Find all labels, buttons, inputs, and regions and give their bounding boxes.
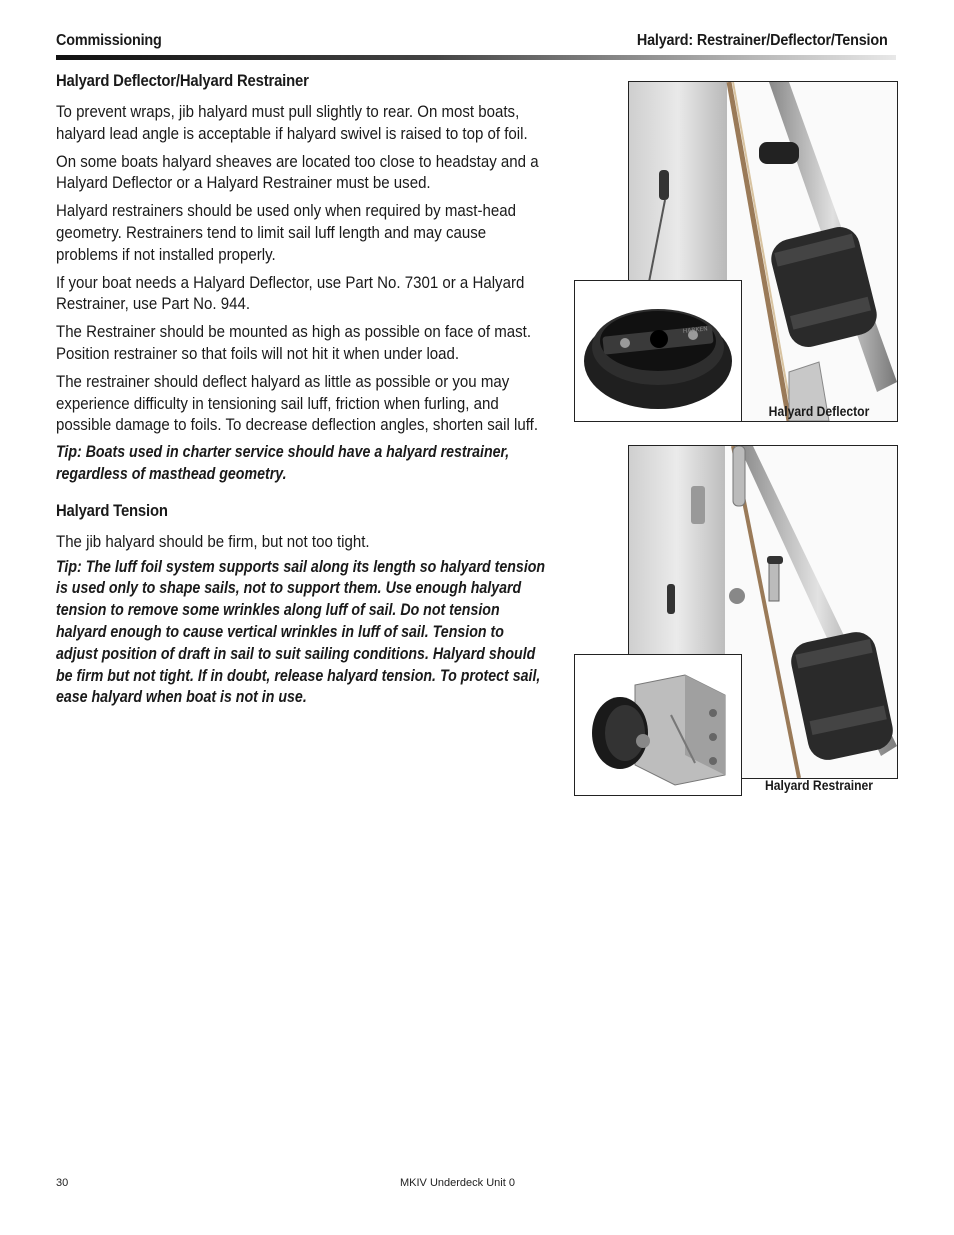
deflector-brand-mark: HARKEN [682,325,709,335]
page-number: 30 [56,1177,69,1189]
paragraph-5: The Restrainer should be mounted as high as possible on face of mast. Position restrainer so that foils will not hit it when under load. [56,322,532,363]
tension-tip: Tip: The luff foil system supports sail along its length so halyard tension is used only to shape sails, not to support them. Use enough halyard tension to remove some wrinkles along luff of sail. Do not tension halyard enough to cause vertical wrinkles in luff of sail. Tension to adjust position of draft in sail to suit sailing conditions. Halyard should be firm but not tight. If in doubt, release halyard tension. To protect sail, ease halyard when boat is not in use. [56,557,546,707]
text-column [56,72,548,709]
header-rule [56,55,896,60]
deflector-heading: Halyard Deflector/Halyard Restrainer [56,72,309,90]
paragraph-2: On some boats halyard sheaves are located too close to headstay and a Halyard Deflector or a Halyard Restrainer must be used. [56,151,539,193]
restrainer-block-illustration [575,655,741,795]
footer-doc-title: MKIV Underdeck Unit 0 [400,1177,515,1189]
header-topic: Halyard: Restrainer/Deflector/Tension [637,32,888,49]
header-section: Commissioning [56,32,162,49]
charter-tip: Tip: Boats used in charter service should have a halyard restrainer, regardless of masthead geometry. [56,443,510,483]
paragraph-6: The restrainer should deflect halyard as little as possible or you may experience difficulty in tensioning sail luff, friction when furling, and possible damage to foils. To decrease deflection angles, shorten sail luff. [56,371,539,435]
deflector-caption: Halyard Deflector [768,404,870,419]
paragraph-4: If your boat needs a Halyard Deflector, use Part No. 7301 or a Halyard Restrainer, use Part No. 944. [56,272,525,314]
paragraph-3: Halyard restrainers should be used only when required by mast-head geometry. Restrainers tend to limit sail luff length and may cause problems if not installed properly. [56,201,516,264]
tension-heading: Halyard Tension [56,501,168,520]
deflector-disc-illustration [575,281,741,421]
paragraph-1: To prevent wraps, jib halyard must pull slightly to rear. On most boats, halyard lead angle is acceptable if halyard swivel is raised to top of foil. [56,102,528,143]
restrainer-inset [574,654,742,796]
restrainer-caption: Halyard Restrainer [764,778,874,793]
tension-paragraph: The jib halyard should be firm, but not too tight. [56,531,370,551]
deflector-inset [574,280,742,422]
